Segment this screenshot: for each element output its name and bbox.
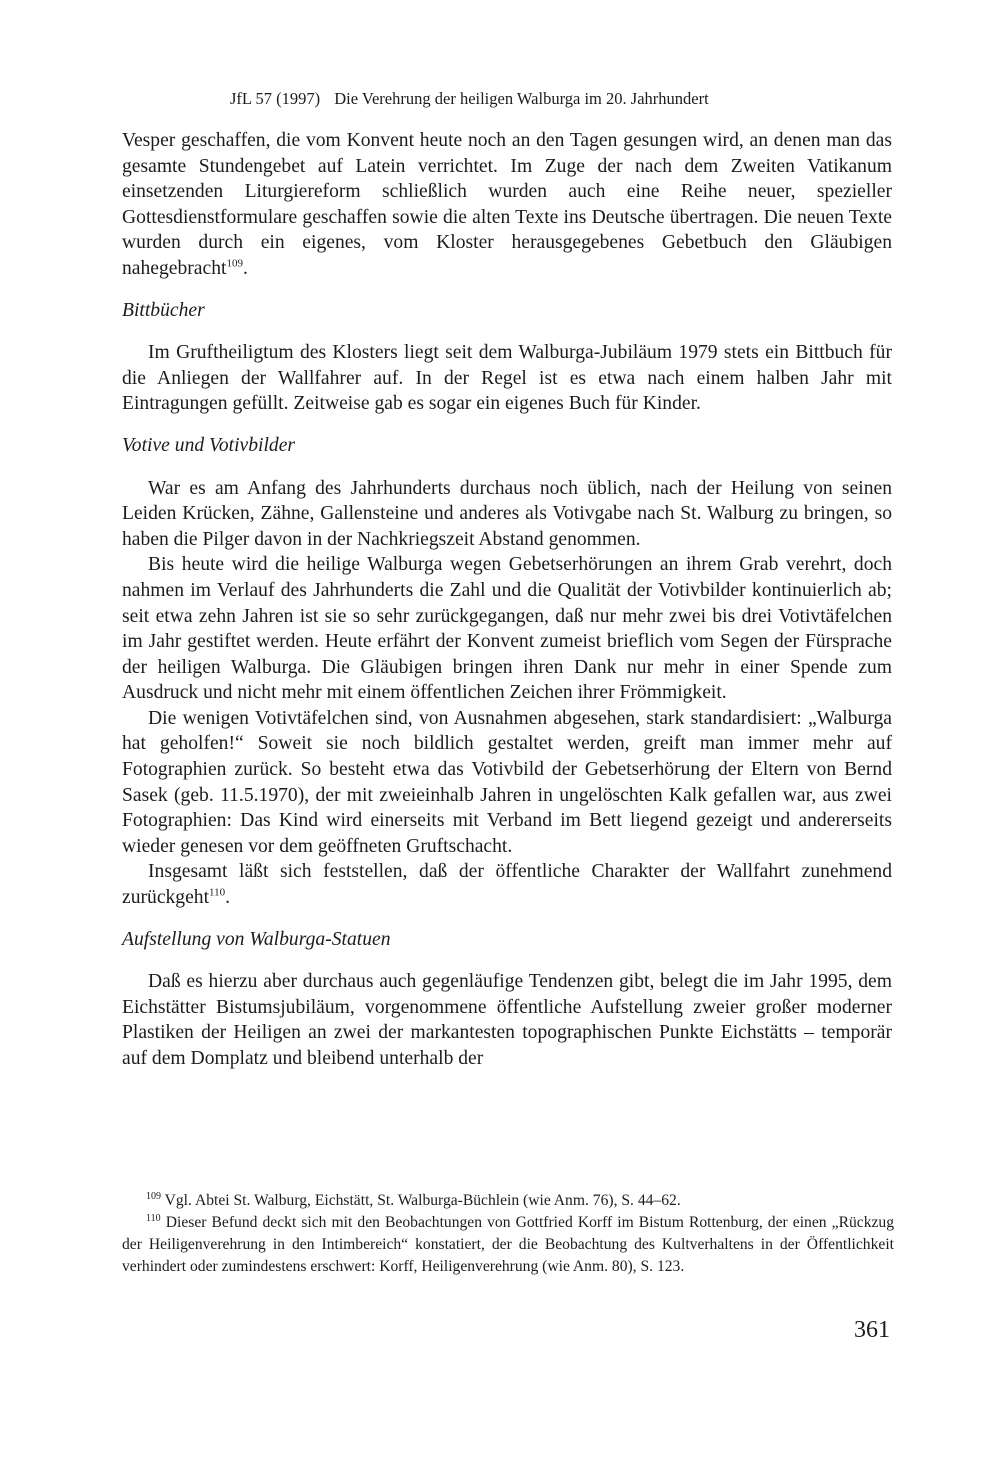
intro-text: Vesper geschaffen, die vom Konvent heute noch an den Tagen gesungen wird, an denen man das gesamte Stundengebet auf Latein verrichtet. Im Zuge der nach dem Zweiten Vatikanum einsetzenden Liturgiereform schließlich wurden auch eine Reihe neuer, spezieller Gottesdienstformulare geschaffen sowie die alten Texte ins Deutsche übertragen. Die neuen Texte wurden durch ein eigenes, vom Kloster herausgegebenes Gebetbuch den Gläubigen nahegebracht [122, 130, 892, 279]
footnote-number: 109 [146, 1190, 161, 1202]
intro-paragraph [122, 128, 892, 282]
bittbuecher-paragraph: Im Gruftheiligtum des Klosters liegt seit dem Walburga-Jubiläum 1979 stets ein Bittbuch für die Anliegen der Wallfahrer auf. In der Regel ist es etwa nach einem halben Jahr mit Eintragungen gefüllt. Zeitweise gab es sogar ein eigenes Buch für Kinder. [122, 342, 892, 415]
footnote-number: 110 [146, 1212, 161, 1224]
page-number: 361 [854, 1317, 890, 1343]
statuen-paragraph: Daß es hierzu aber durchaus auch gegenläufige Tendenzen gibt, belegt die im Jahr 1995, dem Eichstätter Bistumsjubiläum, vorgenommene öffentliche Aufstellung zweier großer moderner Plastiken der Heiligen an zwei der markantesten topographischen Punkte Eichstätts – temporär auf dem Domplatz und bleibend unterhalb der [122, 971, 892, 1069]
votive-paragraph-2: Bis heute wird die heilige Walburga wegen Gebetserhörungen an ihrem Grab verehrt, doch nahmen im Verlauf des Jahrhunderts die Zahl und die Qualität der Votivbilder kontinuierlich ab; seit etwa zehn Jahren ist sie so sehr zurückgegangen, daß nur mehr zwei bis drei Votivtäfelchen im Jahr gestiftet werden. Heute erfährt der Konvent zumeist brieflich vom Segen der Fürsprache der heiligen Walburga. Die Gläubigen bringen ihren Dank nur mehr in einer Spende zum Ausdruck und nicht mehr mit einem öffentlichen Zeichen ihrer Frömmigkeit. [122, 554, 892, 704]
footnote-ref-110[interactable]: 110 [209, 886, 226, 899]
footnote-text: Vgl. Abtei St. Walburg, Eichstätt, St. Walburga-Büchlein (wie Anm. 76), S. 44–62. [164, 1192, 681, 1209]
running-head-journal: JfL 57 (1997) [230, 89, 321, 108]
footnote-110 [122, 1212, 894, 1278]
votive-paragraph-4-end: . [225, 887, 231, 909]
body-text [122, 128, 892, 1072]
intro-end: . [242, 257, 248, 279]
footnote-text: Dieser Befund deckt sich mit den Beobachtungen von Gottfried Korff im Bistum Rottenburg, der einen „Rückzug der Heiligenverehrung in den Intimbereich“ konstatiert, der die Beobachtung des Kultverhaltens in der Öffentlichkeit verhindert oder zumindestens erschwert: Korff, Heiligenverehrung (wie Anm. 80), S. 123. [122, 1214, 895, 1275]
votive-paragraph-1: War es am Anfang des Jahrhunderts durchaus noch üblich, nach der Heilung von seinen Leiden Krücken, Zähne, Gallensteine und anderes als Votivgabe nach St. Walburg zu bringen, so haben die Pilger davon in der Nachkriegszeit Abstand genommen. [122, 477, 892, 550]
votive-paragraph-3: Die wenigen Votivtäfelchen sind, von Ausnahmen abgesehen, stark standardisiert: „Walburga hat geholfen!“ Soweit sie noch bildlich gestaltet werden, greift man immer mehr auf Fotographien zurück. So besteht etwa das Votivbild der Gebetserhörung der Eltern von Bernd Sasek (geb. 11.5.1970), der mit zweieinhalb Jahren in ungelöschten Kalk gefallen war, aus zwei Fotographien: Das Kind wird einerseits mit Verband im Bett liegend gezeigt und andererseits wieder genesen vor dem geöffneten Gruftschacht. [122, 707, 892, 857]
running-head-title: Die Verehrung der heiligen Walburga im 20. Jahrhundert [334, 89, 709, 108]
footnote-109 [122, 1190, 894, 1212]
footnote-ref-109[interactable]: 109 [226, 257, 243, 270]
footnotes [122, 1190, 894, 1278]
votive-paragraph-4-text: Insgesamt läßt sich feststellen, daß der öffentliche Charakter der Wallfahrt zunehmend zurückgeht [122, 861, 892, 909]
section-heading-votive: Votive und Votivbilder [122, 434, 296, 456]
running-head [230, 88, 790, 110]
section-heading-bittbuecher: Bittbücher [122, 299, 205, 321]
section-heading-statuen: Aufstellung von Walburga-Statuen [122, 928, 391, 950]
votive-paragraph-4 [122, 859, 892, 910]
